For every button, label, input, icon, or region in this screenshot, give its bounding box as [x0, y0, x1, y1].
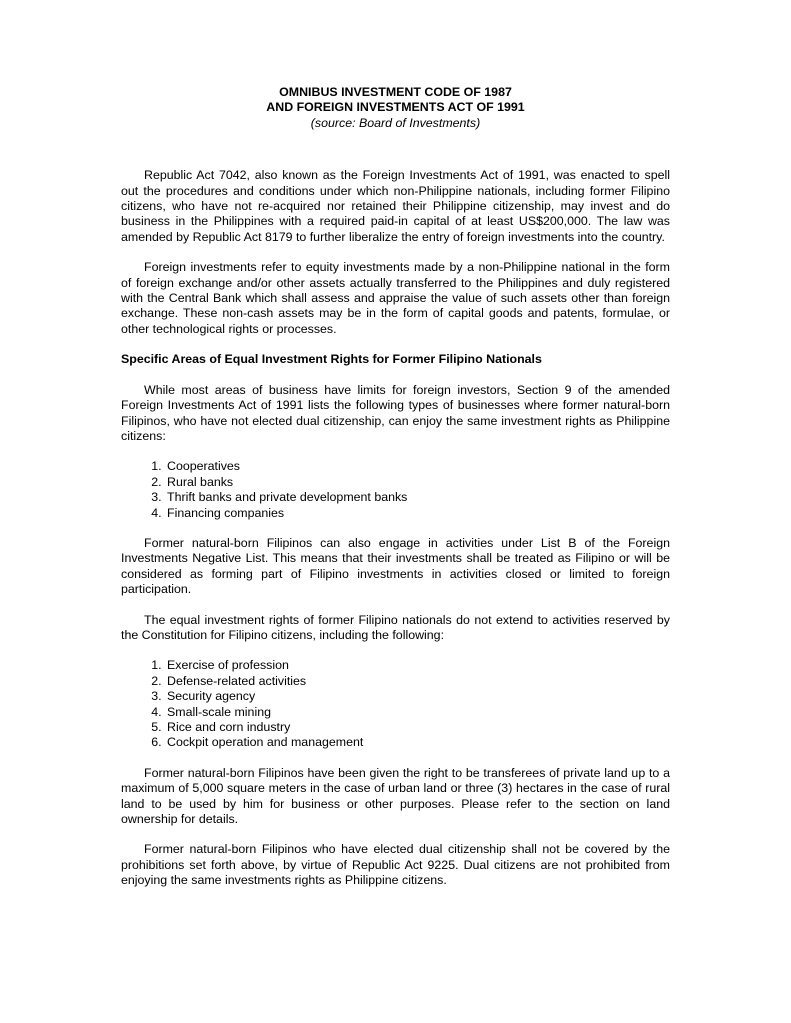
document-title-line-2: AND FOREIGN INVESTMENTS ACT OF 1991: [266, 100, 525, 115]
list-item: 2. Defense-related activities: [165, 674, 670, 689]
list-item: 3. Thrift banks and private development banks: [165, 490, 670, 505]
list-item: 5. Rice and corn industry: [165, 720, 670, 735]
paragraph-list-b: Former natural-born Filipinos can also engage in activities under List B of the Foreign Investments Negative List. This means that their investments shall be treated as Filipino or will be considered as forming part of Filipino investments in activities closed or limited to foreign participation.: [121, 535, 670, 597]
paragraph-dual-citizenship: Former natural-born Filipinos who have elected dual citizenship shall not be covered by the prohibitions set forth above, by virtue of Republic Act 9225. Dual citizens are not prohibited from enjoying the same investments rights as Philippine citizens.: [121, 842, 670, 888]
list-item: 4. Small-scale mining: [165, 705, 670, 720]
paragraph-land-rights: Former natural-born Filipinos have been given the right to be transferees of private land up to a maximum of 5,000 square meters in the case of urban land or three (3) hectares in the case of rural land to be used by him for business or other purposes. Please refer to the section on land ownership for details.: [121, 765, 670, 827]
list-reserved-activities: [121, 658, 670, 750]
section-heading: Specific Areas of Equal Investment Rights for Former Filipino Nationals: [121, 352, 542, 367]
list-item: 1. Cooperatives: [165, 459, 670, 474]
paragraph-foreign-investments: Foreign investments refer to equity investments made by a non-Philippine national in the form of foreign exchange and/or other assets actually transferred to the Philippines and duly registered with the Central Bank which shall assess and appraise the value of such assets other than foreign exchange. These non-cash assets may be in the form of capital goods and patents, formulae, or other technological rights or processes.: [121, 260, 670, 336]
list-item: 2. Rural banks: [165, 475, 670, 490]
paragraph-section-9: While most areas of business have limits for foreign investors, Section 9 of the amended Foreign Investments Act of 1991 lists the following types of businesses where former natural-born Filipinos, who have not elected dual citizenship, can enjoy the same investment rights as Philippine citizens:: [121, 382, 670, 443]
document-title-line-1: OMNIBUS INVESTMENT CODE OF 1987: [279, 85, 512, 99]
list-item: 4. Financing companies: [165, 506, 670, 521]
paragraph-intro: Republic Act 7042, also known as the Foreign Investments Act of 1991, was enacted to spell out the procedures and conditions under which non-Philippine nationals, including former Filipino citizens, who have not re-acquired nor retained their Philippine citizenship, may invest and do business in the Philippines with a required paid-in capital of at least US$200,000. The law was amended by Republic Act 8179 to further liberalize the entry of foreign investments into the country.: [121, 168, 670, 244]
paragraph-reserved-activities: The equal investment rights of former Filipino nationals do not extend to activities reserved by the Constitution for Filipino citizens, including the following:: [121, 612, 670, 642]
list-item: 1. Exercise of profession: [165, 658, 670, 673]
title-block: [121, 85, 670, 131]
list-equal-rights: [121, 459, 670, 521]
document-page: [121, 85, 670, 889]
list-item: 3. Security agency: [165, 689, 670, 704]
document-source: (source: Board of Investments): [310, 115, 481, 130]
list-item: 6. Cockpit operation and management: [165, 735, 670, 750]
